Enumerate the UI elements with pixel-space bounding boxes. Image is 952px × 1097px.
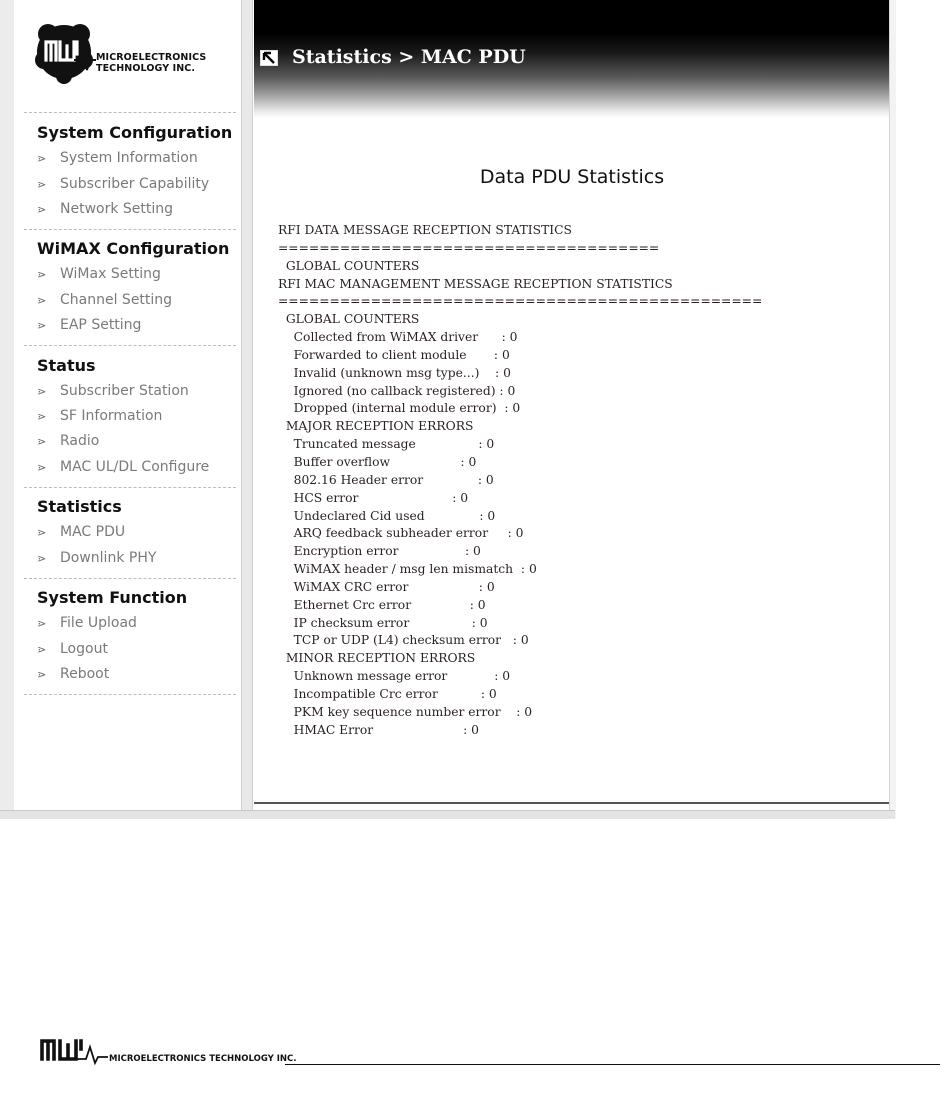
- sidebar-divider: [241, 0, 253, 818]
- chevron-right-icon: ⋗: [37, 617, 47, 630]
- sidebar-item-wimax-setting[interactable]: ⋗ WiMax Setting: [37, 266, 161, 282]
- stat-line: RFI DATA MESSAGE RECEPTION STATISTICS: [278, 223, 572, 237]
- chevron-right-icon: ⋗: [37, 294, 47, 307]
- content-heading: Data PDU Statistics: [479, 166, 665, 188]
- arrow-box-icon: [260, 50, 278, 66]
- content-divider: [254, 802, 890, 804]
- chevron-right-icon: ⋗: [37, 319, 47, 332]
- stat-line: Encryption error : 0: [278, 544, 481, 559]
- sidebar-item-subscriber-capability[interactable]: ⋗ Subscriber Capability: [37, 176, 210, 192]
- sidebar-item-mac-ul-dl-configure[interactable]: ⋗ MAC UL/DL Configure: [37, 459, 210, 475]
- stat-line: Incompatible Crc error : 0: [278, 686, 497, 701]
- stat-line: Undeclared Cid used : 0: [278, 508, 496, 523]
- stat-line: 802.16 Header error : 0: [278, 472, 494, 487]
- chevron-right-icon: ⋗: [37, 643, 47, 656]
- chevron-right-icon: ⋗: [37, 178, 47, 191]
- stat-line: PKM key sequence number error : 0: [278, 704, 533, 719]
- stat-line: Dropped (internal module error) : 0: [278, 401, 521, 416]
- sidebar-item-file-upload[interactable]: ⋗ File Upload: [37, 615, 137, 631]
- chevron-right-icon: ⋗: [37, 203, 47, 216]
- footer-company-name: MICROELECTRONICS TECHNOLOGY INC.: [109, 1054, 297, 1064]
- stat-line: HMAC Error : 0: [278, 722, 479, 737]
- stat-line: Unknown message error : 0: [278, 669, 511, 684]
- bottom-border: [0, 810, 895, 819]
- company-logo: [34, 20, 244, 100]
- sidebar-item-system-information[interactable]: ⋗ System Information: [37, 150, 198, 166]
- sidebar-separator: [24, 694, 236, 695]
- sidebar-item-mac-pdu[interactable]: ⋗ MAC PDU: [37, 524, 126, 540]
- stat-line: Ignored (no callback registered) : 0: [278, 383, 516, 398]
- sidebar-item-reboot[interactable]: ⋗ Reboot: [37, 666, 110, 682]
- chevron-right-icon: ⋗: [37, 461, 47, 474]
- sidebar-heading-system-configuration: System Configuration: [37, 123, 233, 142]
- statistics-output: [278, 222, 762, 739]
- chevron-right-icon: ⋗: [37, 152, 47, 165]
- sidebar-heading-statistics: Statistics: [37, 497, 122, 516]
- stat-line: WiMAX CRC error : 0: [278, 579, 495, 594]
- chevron-right-icon: ⋗: [37, 385, 47, 398]
- logo-line-1: MICROELECTRONICS: [96, 52, 207, 63]
- stat-line: TCP or UDP (L4) checksum error : 0: [278, 633, 529, 648]
- sidebar: [14, 0, 241, 810]
- stat-line: ===============================================: [278, 294, 763, 309]
- stat-line: Ethernet Crc error : 0: [278, 597, 486, 612]
- page-header: [254, 0, 890, 118]
- chevron-right-icon: ⋗: [37, 410, 47, 423]
- stat-line: Truncated message : 0: [278, 437, 495, 452]
- stat-line: Forwarded to client module : 0: [278, 347, 510, 362]
- stat-line: WiMAX header / msg len mismatch : 0: [278, 562, 537, 577]
- sidebar-heading-wimax-configuration: WiMAX Configuration: [37, 239, 230, 258]
- sidebar-item-downlink-phy[interactable]: ⋗ Downlink PHY: [37, 550, 157, 566]
- sidebar-item-radio[interactable]: ⋗ Radio: [37, 433, 100, 449]
- chevron-right-icon: ⋗: [37, 668, 47, 681]
- stat-line: GLOBAL COUNTERS: [278, 312, 420, 327]
- logo-line-2: TECHNOLOGY INC.: [96, 63, 196, 74]
- page-title: Statistics > MAC PDU: [292, 46, 526, 68]
- stat-line: MAJOR RECEPTION ERRORS: [278, 419, 474, 434]
- stat-line: MINOR RECEPTION ERRORS: [278, 651, 476, 666]
- stat-line: ARQ feedback subheader error : 0: [278, 526, 524, 541]
- right-border: [889, 0, 896, 818]
- stat-line: RFI MAC MANAGEMENT MESSAGE RECEPTION STATISTICS: [278, 276, 673, 291]
- stat-line: Buffer overflow : 0: [278, 454, 477, 469]
- sidebar-item-eap-setting[interactable]: ⋗ EAP Setting: [37, 317, 142, 333]
- footer-logo-icon: [38, 1035, 108, 1065]
- stat-line: IP checksum error : 0: [278, 615, 488, 630]
- sidebar-item-logout[interactable]: ⋗ Logout: [37, 641, 108, 657]
- chevron-right-icon: ⋗: [37, 552, 47, 565]
- sidebar-separator: [24, 578, 236, 579]
- stat-line: Collected from WiMAX driver : 0: [278, 330, 518, 345]
- sidebar-separator: [24, 345, 236, 346]
- footer-rule: [285, 1064, 940, 1065]
- stat-line: HCS error : 0: [278, 490, 469, 505]
- stat-line: Invalid (unknown msg type...) : 0: [278, 365, 511, 380]
- chevron-right-icon: ⋗: [37, 435, 47, 448]
- sidebar-heading-status: Status: [37, 356, 96, 375]
- stat-line: =====================================: [278, 240, 660, 255]
- sidebar-item-network-setting[interactable]: ⋗ Network Setting: [37, 201, 174, 217]
- logo-mark-icon: [34, 20, 96, 84]
- sidebar-heading-system-function: System Function: [37, 588, 188, 607]
- sidebar-item-sf-information[interactable]: ⋗ SF Information: [37, 408, 163, 424]
- chevron-right-icon: ⋗: [37, 526, 47, 539]
- left-border: [0, 0, 15, 818]
- stat-line: GLOBAL COUNTERS: [278, 258, 420, 273]
- sidebar-item-channel-setting[interactable]: ⋗ Channel Setting: [37, 292, 173, 308]
- sidebar-separator: [24, 112, 236, 113]
- chevron-right-icon: ⋗: [37, 268, 47, 281]
- sidebar-item-subscriber-station[interactable]: ⋗ Subscriber Station: [37, 383, 189, 399]
- sidebar-separator: [24, 487, 236, 488]
- sidebar-separator: [24, 229, 236, 230]
